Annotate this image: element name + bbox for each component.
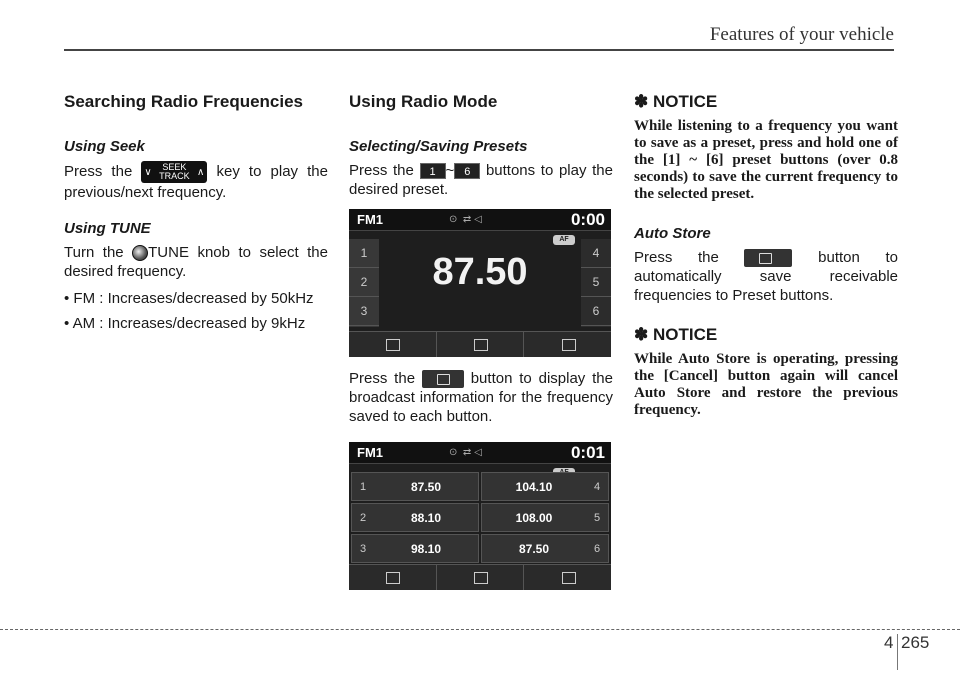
column-radio-mode [349,92,613,602]
page-divider [897,634,898,670]
preset-frequency: 98.10 [410,541,442,556]
preset-list-left [351,472,479,565]
menu-button-icon[interactable] [524,332,611,357]
list-item[interactable] [481,472,609,501]
section-heading-radio-mode: Using Radio Mode [349,92,498,111]
preset-number: 4 [593,480,601,493]
preset-number: 3 [359,542,367,555]
preset-number: 5 [593,511,601,524]
status-icons: ⊙ ⇄ ◁ [449,447,482,459]
notice-text: While listening to a frequency you want to save as a preset, press and hold one of the [1] ~ [6] preset buttons (over 0.8 seconds) to save the current frequency to the selected preset. [634,118,898,202]
autostore-text-pre: Press the [634,249,745,266]
preset-column-right [581,239,611,327]
autostore-paragraph [634,248,898,305]
autostore-button-icon[interactable] [437,565,525,590]
preset-number: 1 [359,480,367,493]
preset-number[interactable]: 1 [349,239,379,268]
radio-screen-preset-list [349,442,611,590]
preset-frequency: 87.50 [518,541,550,556]
af-badge: AF [553,235,575,245]
preset-frequency: 88.10 [410,510,442,525]
tune-paragraph [64,243,328,281]
list-item[interactable] [351,472,479,501]
presets-paragraph [349,161,613,199]
preset-1-key-icon: 1 [420,163,446,179]
preset-number[interactable]: 2 [349,268,379,297]
list-item: • FM : Increases/decreased by 50kHz [64,290,314,307]
info-button-icon[interactable] [349,332,437,357]
tune-text-post: TUNE knob to select the desired frequency. [64,244,328,280]
info-text-pre: Press the [349,370,422,387]
chevron-down-icon: ∨ [144,166,152,178]
presets-text-pre: Press the [349,162,420,179]
list-item: • AM : Increases/decreased by 9kHz [64,315,306,332]
screen-bottom-bar [349,564,611,590]
preset-list-right [481,472,609,565]
subheading-using-seek: Using Seek [64,138,145,155]
preset-number: 6 [593,542,601,555]
chevron-up-icon: ∧ [197,166,205,178]
preset-number[interactable]: 4 [581,239,611,268]
preset-frequency: 108.00 [515,510,553,525]
list-item[interactable] [351,503,479,532]
page-number: 265 [901,633,930,652]
preset-number[interactable]: 5 [581,268,611,297]
clock: 0:00 [570,210,605,229]
column-searching [64,92,328,339]
info-text-post: button to display the broadcast information for the frequency saved to each button. [349,370,613,426]
info-key-icon [422,370,464,388]
tune-knob-icon [132,245,148,261]
clock: 0:01 [570,443,605,463]
seek-text-post: key to play the previous/next frequency. [64,162,328,201]
info-paragraph [349,369,613,426]
autostore-key-icon [744,249,792,267]
list-item[interactable] [481,503,609,532]
presets-text-post: buttons to play the desired preset. [349,162,613,198]
band-label: FM1 [357,445,383,461]
list-item[interactable] [351,534,479,563]
notice-text: While Auto Store is operating, pressing the [Cancel] button again will cancel Auto Store and restore the previous frequency. [634,351,898,419]
subheading-presets: Selecting/Saving Presets [349,138,528,155]
radio-screen-main [349,209,611,357]
autostore-text-post: button to automatically save receivable frequencies to Preset buttons. [634,249,898,305]
footer-rule [0,629,960,630]
autostore-button-icon[interactable] [437,332,525,357]
track-key-label: TRACK [159,171,190,181]
seek-track-key-icon [141,161,207,183]
chapter-number: 4 [884,633,894,652]
seek-text-pre: Press the [64,162,142,180]
tune-bullet-list [64,289,328,333]
screen-status-bar [349,209,611,231]
preset-number[interactable]: 6 [581,297,611,326]
tilde: ~ [445,162,455,179]
screen-bottom-bar [349,331,611,357]
page-header-title: Features of your vehicle [709,24,894,45]
subheading-using-tune: Using TUNE [64,220,151,237]
tune-text-pre: Turn the [64,244,133,261]
screen-status-bar [349,442,611,464]
status-icons: ⊙ ⇄ ◁ [449,214,482,225]
subheading-auto-store: Auto Store [634,225,711,242]
preset-column-left [349,239,379,327]
header-rule [64,49,894,51]
list-item[interactable] [481,534,609,563]
notice-heading: ✽ NOTICE [634,92,718,111]
info-button-icon[interactable] [349,565,437,590]
seek-paragraph [64,161,328,202]
preset-number[interactable]: 3 [349,297,379,326]
seek-key-label: SEEK [162,162,187,172]
notice-heading: ✽ NOTICE [634,325,718,345]
preset-frequency: 104.10 [515,479,553,494]
preset-6-key-icon: 6 [454,163,480,179]
column-notices [634,92,898,437]
preset-number: 2 [359,511,367,524]
current-frequency: 87.50 [432,251,528,293]
menu-button-icon[interactable] [524,565,611,590]
band-label: FM1 [357,212,383,227]
preset-frequency: 87.50 [410,479,442,494]
section-heading-searching: Searching Radio Frequencies [64,92,304,111]
